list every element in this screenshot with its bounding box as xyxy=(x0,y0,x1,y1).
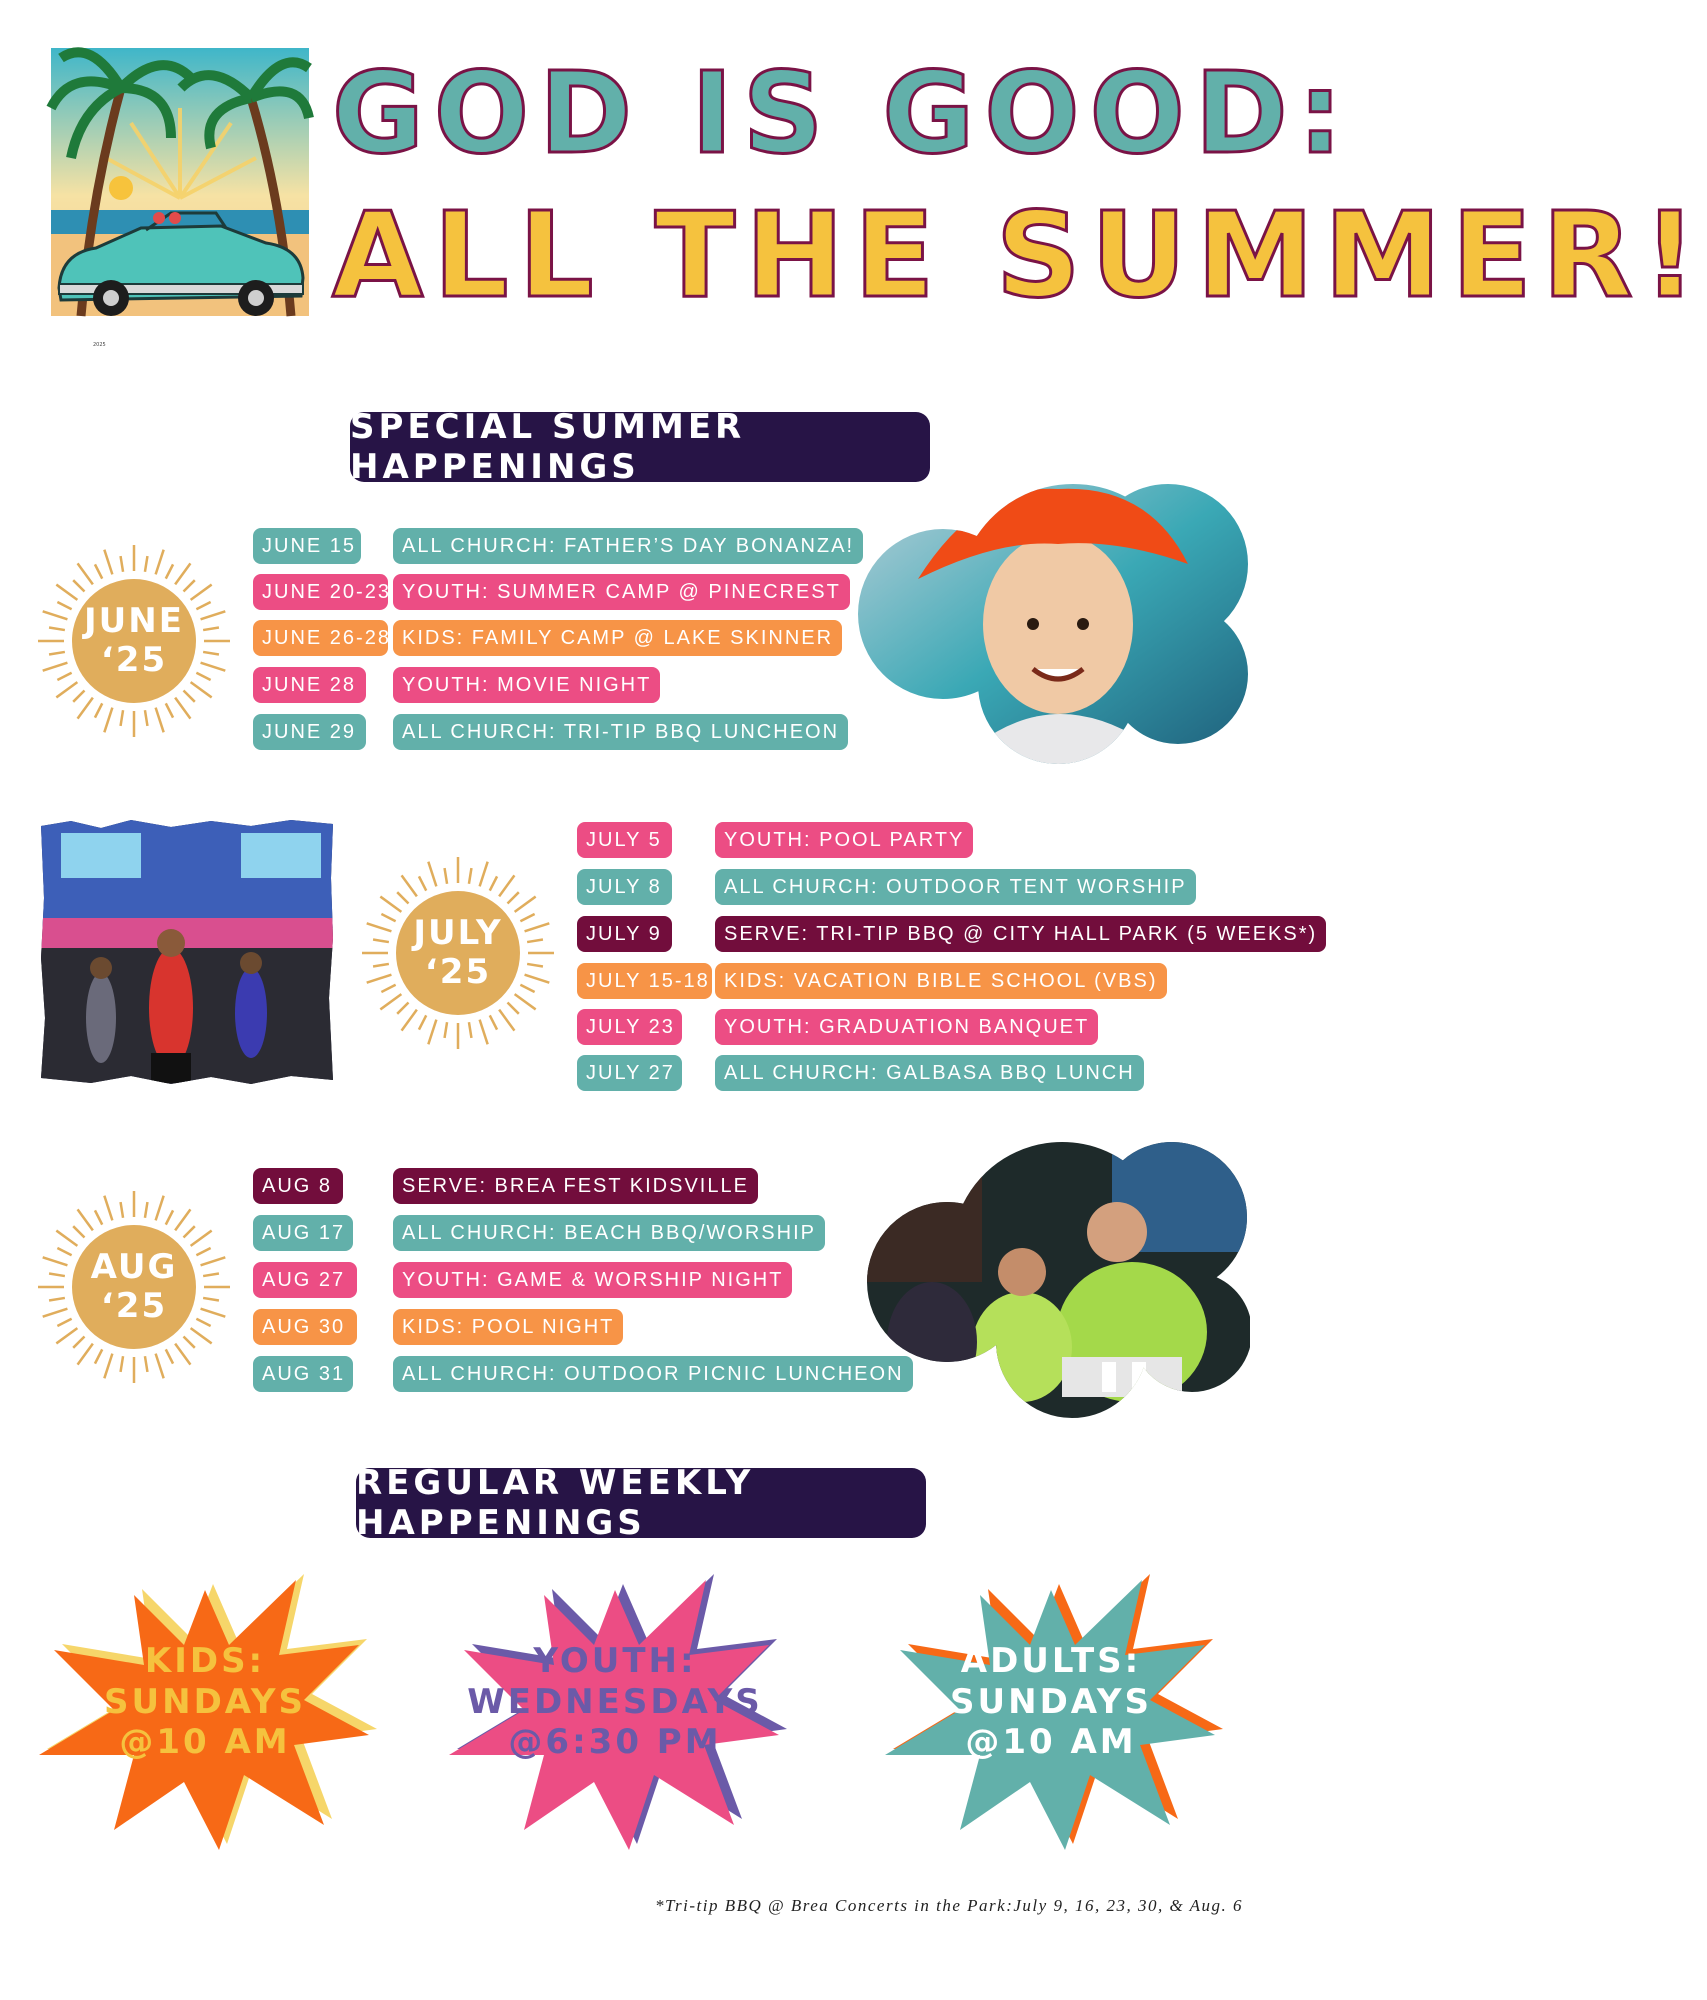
small-mark: 2025 xyxy=(93,342,106,348)
july-event-3: SERVE: TRI-TIP BBQ @ CITY HALL PARK (5 WEEKS*) xyxy=(715,916,1326,952)
girl-photo xyxy=(858,484,1248,764)
youth-label: YOUTH: xyxy=(533,1640,697,1681)
footnote: *Tri-tip BBQ @ Brea Concerts in the Park:July 9, 16, 23, 30, & Aug. 6 xyxy=(654,1896,1243,1915)
july-year-label: ‘25 xyxy=(424,952,492,992)
aug-event-5: ALL CHURCH: OUTDOOR PICNIC LUNCHEON xyxy=(393,1356,913,1392)
adults-burst xyxy=(880,1550,1222,1854)
july-date-1: JULY 5 xyxy=(577,822,672,858)
aug-date-5: AUG 31 xyxy=(253,1356,353,1392)
special-happenings-banner: SPECIAL SUMMER HAPPENINGS xyxy=(350,412,930,482)
june-sun xyxy=(36,543,232,739)
july-date-5: JULY 23 xyxy=(577,1009,682,1045)
june-event-3: KIDS: FAMILY CAMP @ LAKE SKINNER xyxy=(393,620,842,656)
kids-day: SUNDAYS xyxy=(104,1681,306,1722)
june-year-label: ‘25 xyxy=(100,640,168,680)
june-date-5: JUNE 29 xyxy=(253,714,366,750)
weekly-happenings-banner: REGULAR WEEKLY HAPPENINGS xyxy=(356,1468,926,1538)
june-date-1: JUNE 15 xyxy=(253,528,361,564)
aug-event-3: YOUTH: GAME & WORSHIP NIGHT xyxy=(393,1262,792,1298)
july-date-6: JULY 27 xyxy=(577,1055,682,1091)
title-line-1: GOD IS GOOD: xyxy=(332,49,1353,179)
june-event-5: ALL CHURCH: TRI-TIP BBQ LUNCHEON xyxy=(393,714,848,750)
adults-schedule xyxy=(880,1550,1222,1854)
june-event-4: YOUTH: MOVIE NIGHT xyxy=(393,667,660,703)
june-month-label: JUNE xyxy=(84,600,184,641)
july-event-6: ALL CHURCH: GALBASA BBQ LUNCH xyxy=(715,1055,1144,1091)
july-date-3: JULY 9 xyxy=(577,916,672,952)
aug-event-1: SERVE: BREA FEST KIDSVILLE xyxy=(393,1168,758,1204)
youth-day: WEDNESDAYS xyxy=(467,1681,763,1722)
aug-sun xyxy=(36,1189,232,1385)
july-sun xyxy=(360,855,556,1051)
aug-date-2: AUG 17 xyxy=(253,1215,353,1251)
aug-event-4: KIDS: POOL NIGHT xyxy=(393,1309,623,1345)
june-date-2: JUNE 20-23 xyxy=(253,574,388,610)
july-date-4: JULY 15-18 xyxy=(577,963,712,999)
aug-date-1: AUG 8 xyxy=(253,1168,343,1204)
kids-burst xyxy=(34,1550,376,1854)
july-event-4: KIDS: VACATION BIBLE SCHOOL (VBS) xyxy=(715,963,1167,999)
kids-time: @10 AM xyxy=(119,1722,291,1763)
title-line-2: ALL THE SUMMER! xyxy=(332,186,1707,324)
vbs-stage-photo xyxy=(41,818,333,1086)
june-date-4: JUNE 28 xyxy=(253,667,366,703)
kids-label: KIDS: xyxy=(144,1640,266,1681)
june-event-1: ALL CHURCH: FATHER’S DAY BONANZA! xyxy=(393,528,863,564)
youth-time: @6:30 PM xyxy=(508,1722,722,1763)
aug-month-label: AUG xyxy=(90,1246,178,1287)
june-event-2: YOUTH: SUMMER CAMP @ PINECREST xyxy=(393,574,850,610)
youth-burst xyxy=(444,1550,786,1854)
youth-schedule xyxy=(444,1550,786,1854)
july-date-2: JULY 8 xyxy=(577,869,672,905)
aug-date-4: AUG 30 xyxy=(253,1309,357,1345)
july-event-1: YOUTH: POOL PARTY xyxy=(715,822,973,858)
aug-event-2: ALL CHURCH: BEACH BBQ/WORSHIP xyxy=(393,1215,825,1251)
june-date-3: JUNE 26-28 xyxy=(253,620,388,656)
adults-label: ADULTS: xyxy=(960,1640,1142,1681)
beach-car-illustration xyxy=(51,48,309,316)
july-event-5: YOUTH: GRADUATION BANQUET xyxy=(715,1009,1098,1045)
kids-schedule xyxy=(34,1550,376,1854)
brea-fest-photo xyxy=(862,1142,1250,1418)
adults-time: @10 AM xyxy=(965,1722,1137,1763)
july-month-label: JULY xyxy=(413,912,503,953)
aug-year-label: ‘25 xyxy=(100,1286,168,1326)
adults-day: SUNDAYS xyxy=(950,1681,1152,1722)
aug-date-3: AUG 27 xyxy=(253,1262,357,1298)
july-event-2: ALL CHURCH: OUTDOOR TENT WORSHIP xyxy=(715,869,1196,905)
